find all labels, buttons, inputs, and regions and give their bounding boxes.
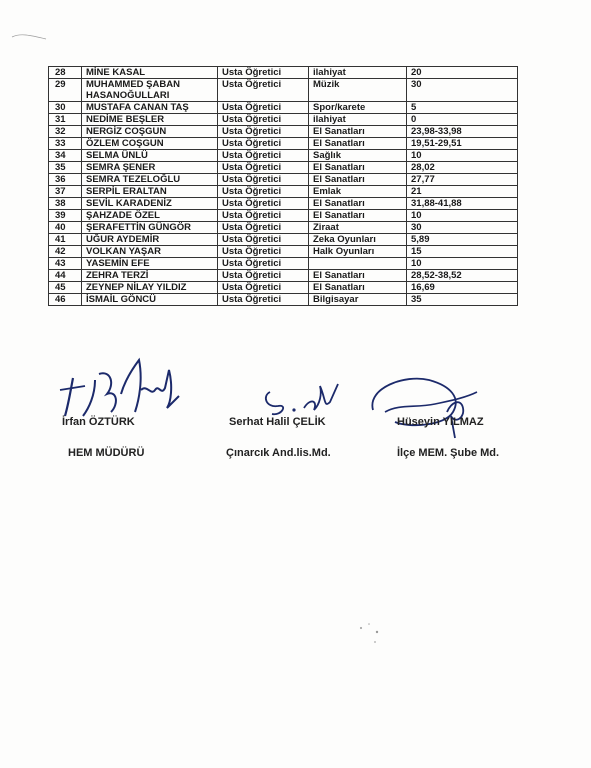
row-number: 33 <box>49 138 82 150</box>
table-row <box>49 210 518 222</box>
instructor-title: Usta Öğretici <box>218 67 309 79</box>
instructor-value: 5 <box>407 102 518 114</box>
instructor-title: Usta Öğretici <box>218 270 309 282</box>
row-number: 39 <box>49 210 82 222</box>
instructor-name: MUHAMMED ŞABAN HASANOĞULLARI <box>82 79 218 102</box>
row-number: 30 <box>49 102 82 114</box>
instructor-title: Usta Öğretici <box>218 150 309 162</box>
instructor-name: SELMA ÜNLÜ <box>82 150 218 162</box>
instructor-branch <box>309 258 407 270</box>
scan-speck <box>10 28 50 46</box>
instructor-title: Usta Öğretici <box>218 210 309 222</box>
row-number: 31 <box>49 114 82 126</box>
instructor-table <box>48 66 518 306</box>
instructor-name: SERPİL ERALTAN <box>82 186 218 198</box>
instructor-branch: El Sanatları <box>309 198 407 210</box>
table-row <box>49 126 518 138</box>
instructor-branch: ilahiyat <box>309 114 407 126</box>
table-row <box>49 186 518 198</box>
instructor-value: 30 <box>407 222 518 234</box>
row-number: 28 <box>49 67 82 79</box>
row-number: 42 <box>49 246 82 258</box>
instructor-branch: El Sanatları <box>309 162 407 174</box>
instructor-title: Usta Öğretici <box>218 174 309 186</box>
instructor-name: MİNE KASAL <box>82 67 218 79</box>
row-number: 37 <box>49 186 82 198</box>
instructor-value: 28,52-38,52 <box>407 270 518 282</box>
instructor-branch: Zeka Oyunları <box>309 234 407 246</box>
table-row <box>49 246 518 258</box>
instructor-name: ŞAHZADE ÖZEL <box>82 210 218 222</box>
instructor-value: 5,89 <box>407 234 518 246</box>
table-row <box>49 174 518 186</box>
instructor-title: Usta Öğretici <box>218 79 309 102</box>
instructor-name: İSMAİL GÖNCÜ <box>82 294 218 306</box>
instructor-branch: El Sanatları <box>309 174 407 186</box>
instructor-name: ZEYNEP NİLAY YILDIZ <box>82 282 218 294</box>
instructor-name: SEVİL KARADENİZ <box>82 198 218 210</box>
instructor-title: Usta Öğretici <box>218 102 309 114</box>
instructor-branch: Sağlık <box>309 150 407 162</box>
table-row <box>49 222 518 234</box>
row-number: 45 <box>49 282 82 294</box>
row-number: 35 <box>49 162 82 174</box>
instructor-branch: Halk Oyunları <box>309 246 407 258</box>
table-row <box>49 79 518 102</box>
instructor-title: Usta Öğretici <box>218 126 309 138</box>
instructor-value: 27,77 <box>407 174 518 186</box>
table-row <box>49 114 518 126</box>
row-number: 32 <box>49 126 82 138</box>
table-row <box>49 102 518 114</box>
instructor-name: NEDİME BEŞLER <box>82 114 218 126</box>
row-number: 38 <box>49 198 82 210</box>
signatory-name-2: Serhat Halil ÇELİK <box>229 416 326 428</box>
instructor-value: 10 <box>407 210 518 222</box>
signatory-role-2: Çınarcık And.lis.Md. <box>226 447 331 459</box>
instructor-name: ZEHRA TERZİ <box>82 270 218 282</box>
instructor-value: 35 <box>407 294 518 306</box>
row-number: 29 <box>49 79 82 102</box>
instructor-value: 10 <box>407 150 518 162</box>
row-number: 40 <box>49 222 82 234</box>
signatory-role-1: HEM MÜDÜRÜ <box>68 447 145 459</box>
instructor-value: 10 <box>407 258 518 270</box>
instructor-name: MUSTAFA CANAN TAŞ <box>82 102 218 114</box>
table-row <box>49 150 518 162</box>
row-number: 34 <box>49 150 82 162</box>
row-number: 46 <box>49 294 82 306</box>
table-row <box>49 270 518 282</box>
instructor-name: SEMRA ŞENER <box>82 162 218 174</box>
table-row <box>49 67 518 79</box>
row-number: 43 <box>49 258 82 270</box>
table-row <box>49 162 518 174</box>
instructor-branch: El Sanatları <box>309 282 407 294</box>
instructor-branch: Emlak <box>309 186 407 198</box>
signatory-name-3: Hüseyin YILMAZ <box>397 416 484 428</box>
instructor-title: Usta Öğretici <box>218 114 309 126</box>
instructor-title: Usta Öğretici <box>218 234 309 246</box>
instructor-branch: El Sanatları <box>309 210 407 222</box>
table-row <box>49 294 518 306</box>
instructor-title: Usta Öğretici <box>218 246 309 258</box>
table-row <box>49 198 518 210</box>
instructor-value: 15 <box>407 246 518 258</box>
instructor-branch: Spor/karete <box>309 102 407 114</box>
instructor-title: Usta Öğretici <box>218 186 309 198</box>
instructor-branch: Müzik <box>309 79 407 102</box>
signatory-role-3: İlçe MEM. Şube Md. <box>397 447 500 459</box>
instructor-branch: El Sanatları <box>309 270 407 282</box>
instructor-name: NERGİZ COŞGUN <box>82 126 218 138</box>
instructor-value: 23,98-33,98 <box>407 126 518 138</box>
instructor-name: VOLKAN YAŞAR <box>82 246 218 258</box>
instructor-title: Usta Öğretici <box>218 282 309 294</box>
instructor-title: Usta Öğretici <box>218 162 309 174</box>
instructor-value: 20 <box>407 67 518 79</box>
instructor-branch: El Sanatları <box>309 126 407 138</box>
instructor-value: 16,69 <box>407 282 518 294</box>
instructor-name: ŞERAFETTİN GÜNGÖR <box>82 222 218 234</box>
instructor-title: Usta Öğretici <box>218 138 309 150</box>
signature-mark-3 <box>365 368 485 448</box>
row-number: 41 <box>49 234 82 246</box>
instructor-name: ÖZLEM COŞGUN <box>82 138 218 150</box>
instructor-branch: ilahiyat <box>309 67 407 79</box>
row-number: 44 <box>49 270 82 282</box>
instructor-title: Usta Öğretici <box>218 258 309 270</box>
instructor-value: 28,02 <box>407 162 518 174</box>
row-number: 36 <box>49 174 82 186</box>
instructor-value: 19,51-29,51 <box>407 138 518 150</box>
table-row <box>49 234 518 246</box>
table-row <box>49 258 518 270</box>
instructor-title: Usta Öğretici <box>218 222 309 234</box>
instructor-value: 0 <box>407 114 518 126</box>
table-row <box>49 282 518 294</box>
instructor-branch: Bilgisayar <box>309 294 407 306</box>
instructor-table-body <box>49 67 518 306</box>
instructor-name: SEMRA TEZELOĞLU <box>82 174 218 186</box>
instructor-name: UĞUR AYDEMİR <box>82 234 218 246</box>
table-row <box>49 138 518 150</box>
instructor-branch: Ziraat <box>309 222 407 234</box>
instructor-name: YASEMİN EFE <box>82 258 218 270</box>
instructor-title: Usta Öğretici <box>218 294 309 306</box>
signatory-name-1: İrfan ÖZTÜRK <box>62 416 135 428</box>
scan-speck <box>355 618 385 653</box>
instructor-branch: El Sanatları <box>309 138 407 150</box>
instructor-value: 30 <box>407 79 518 102</box>
instructor-value: 21 <box>407 186 518 198</box>
instructor-value: 31,88-41,88 <box>407 198 518 210</box>
instructor-title: Usta Öğretici <box>218 198 309 210</box>
